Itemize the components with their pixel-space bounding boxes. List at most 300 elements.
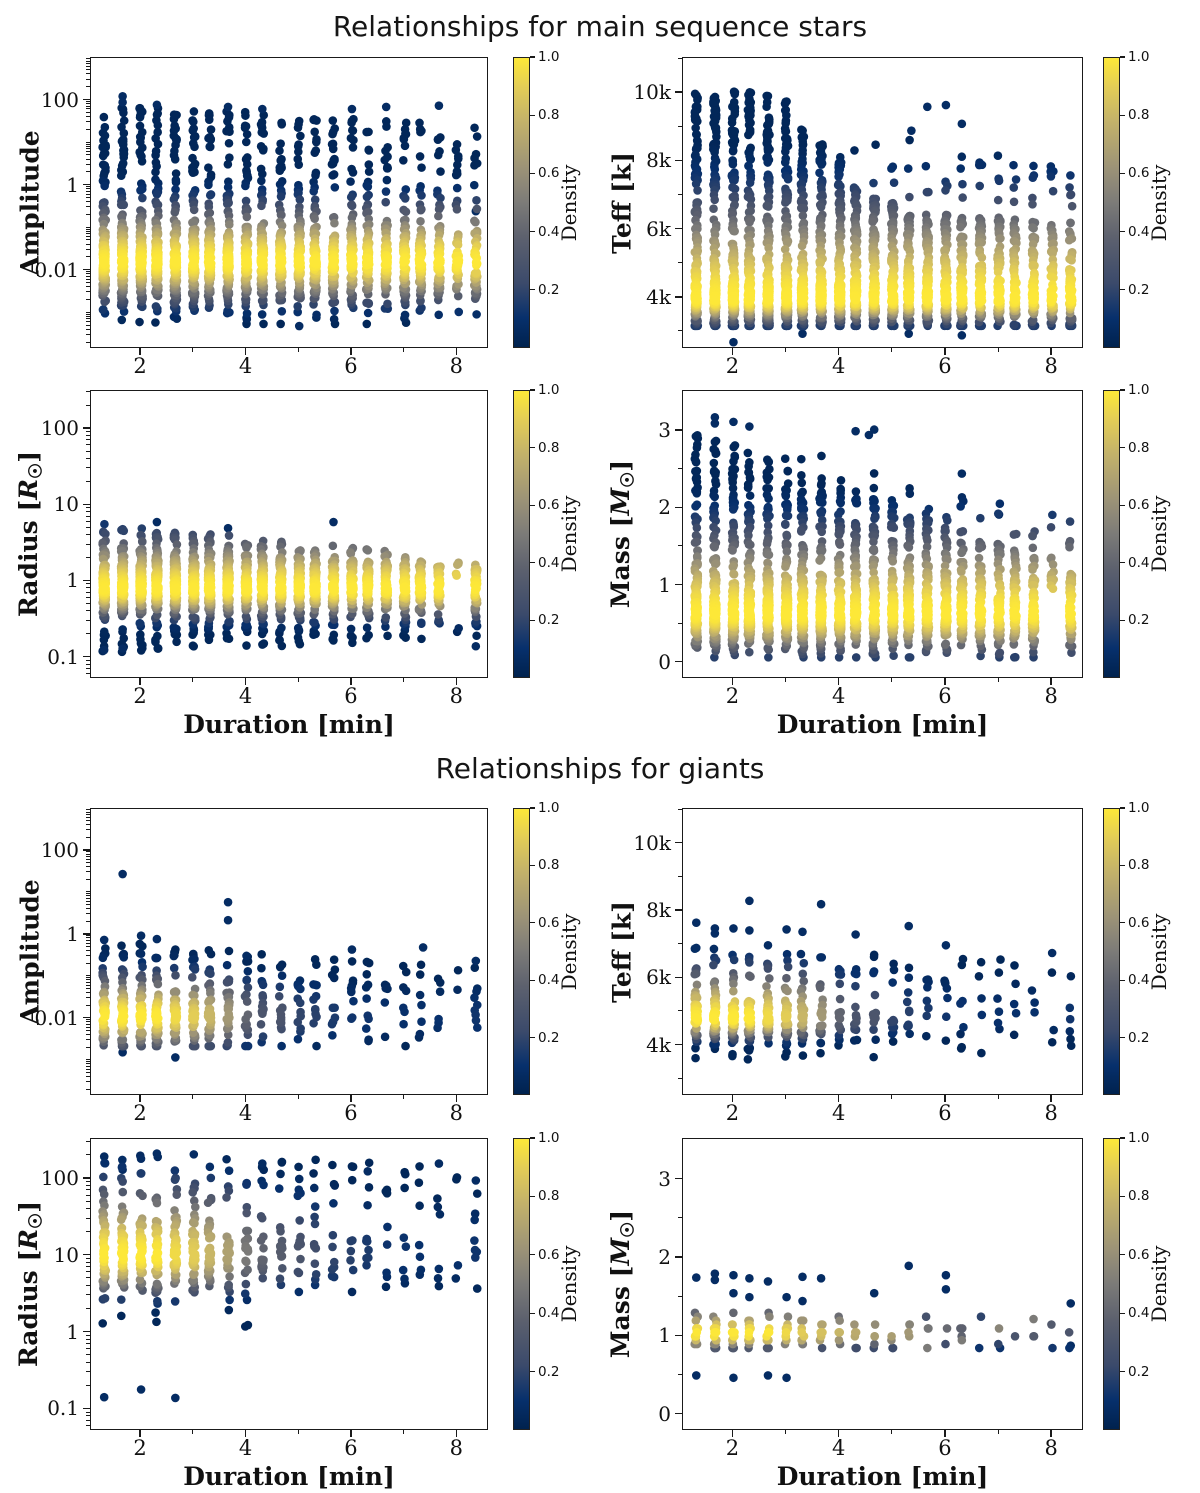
y-minortick-ms-amplitude bbox=[86, 273, 90, 274]
x-tick-label-ms-teff: 6 bbox=[938, 354, 952, 378]
y-tick-label-g-teff: 10k bbox=[633, 830, 671, 855]
y-minortick-ms-amplitude bbox=[86, 112, 90, 113]
y-minortick-ms-amplitude bbox=[86, 291, 90, 292]
x-axis-label-ms-radius: Duration [min] bbox=[183, 710, 395, 739]
y-tick-mark-g-teff bbox=[675, 909, 682, 910]
x-tick-label-g-radius: 8 bbox=[449, 1436, 464, 1460]
y-minortick-g-amplitude bbox=[86, 1076, 90, 1077]
y-minortick-ms-teff bbox=[678, 330, 682, 331]
y-minortick-g-amplitude bbox=[86, 814, 90, 815]
y-minortick-ms-amplitude bbox=[86, 325, 90, 326]
y-minortick-ms-amplitude bbox=[86, 61, 90, 62]
y-minortick-g-radius bbox=[86, 1271, 90, 1272]
colorbar-tick-label-g-mass: 0.4 bbox=[1128, 1305, 1150, 1322]
y-minortick-ms-mass bbox=[678, 545, 682, 546]
plot-area-ms-amplitude bbox=[90, 57, 488, 348]
y-tick-mark-g-mass bbox=[675, 1335, 682, 1336]
colorbar-tick-mark-g-mass bbox=[1120, 1371, 1125, 1372]
y-minortick-ms-teff bbox=[678, 262, 682, 263]
y-minortick-g-amplitude bbox=[86, 1063, 90, 1064]
colorbar-label-ms-amplitude: Density bbox=[557, 164, 581, 241]
y-minortick-ms-amplitude bbox=[86, 312, 90, 313]
y-minortick-ms-amplitude bbox=[86, 236, 90, 237]
x-minortick-g-teff bbox=[785, 1095, 786, 1099]
y-tick-mark-g-teff bbox=[675, 842, 682, 843]
x-minortick-ms-mass bbox=[891, 678, 892, 682]
x-minortick-ms-amplitude bbox=[192, 348, 193, 352]
y-minortick-ms-amplitude bbox=[86, 144, 90, 145]
colorbar-tick-mark-g-amplitude bbox=[530, 865, 535, 866]
y-minortick-g-radius bbox=[86, 1285, 90, 1286]
colorbar-tick-mark-g-radius bbox=[530, 1313, 535, 1314]
scatter-canvas-ms-mass bbox=[683, 391, 1084, 679]
y-tick-mark-ms-mass bbox=[675, 507, 682, 508]
x-tick-label-g-teff: 2 bbox=[725, 1101, 740, 1125]
y-minortick-ms-radius bbox=[86, 521, 90, 522]
y-minortick-g-radius bbox=[86, 1385, 90, 1386]
y-tick-label-ms-teff: 8k bbox=[646, 148, 671, 173]
x-tick-label-g-amplitude: 2 bbox=[133, 1101, 147, 1125]
y-minortick-ms-radius bbox=[86, 431, 90, 432]
colorbar-label-g-amplitude: Density bbox=[557, 913, 581, 990]
colorbar-ms-amplitude bbox=[513, 57, 530, 348]
y-axis-label-g-teff: Teff [k] bbox=[607, 900, 637, 1003]
y-minortick-ms-amplitude bbox=[86, 227, 90, 228]
y-minortick-ms-amplitude bbox=[86, 206, 90, 207]
y-minortick-g-radius bbox=[86, 1354, 90, 1355]
colorbar-tick-label-ms-radius: 0.4 bbox=[538, 554, 560, 571]
y-axis-label-ms-mass: Mass $[M_☉]$ bbox=[605, 459, 639, 609]
y-axis-label-ms-amplitude: Amplitude bbox=[15, 129, 45, 276]
y-minortick-ms-amplitude bbox=[86, 129, 90, 130]
y-minortick-ms-radius bbox=[86, 507, 90, 508]
colorbar-tick-label-g-teff: 0.2 bbox=[1128, 1029, 1150, 1046]
colorbar-tick-mark-g-radius bbox=[530, 1371, 535, 1372]
y-minortick-ms-amplitude bbox=[86, 282, 90, 283]
y-minortick-g-amplitude bbox=[86, 921, 90, 922]
colorbar-label-ms-teff: Density bbox=[1147, 164, 1171, 241]
y-tick-mark-ms-teff bbox=[675, 91, 682, 92]
y-tick-label-g-amplitude: 1 bbox=[66, 921, 79, 946]
x-minortick-g-amplitude bbox=[298, 1095, 299, 1099]
plot-area-ms-radius bbox=[90, 390, 488, 678]
y-minortick-g-amplitude bbox=[86, 1027, 90, 1028]
y-minortick-g-amplitude bbox=[86, 859, 90, 860]
colorbar-tick-label-g-amplitude: 0.4 bbox=[538, 972, 560, 989]
colorbar-tick-mark-g-amplitude bbox=[530, 1037, 535, 1038]
y-minortick-ms-amplitude bbox=[86, 121, 90, 122]
colorbar-tick-label-ms-teff: 0.6 bbox=[1128, 165, 1150, 182]
x-minortick-g-teff bbox=[891, 1095, 892, 1099]
y-minortick-g-amplitude bbox=[86, 955, 90, 956]
colorbar-tick-mark-g-mass bbox=[1120, 1313, 1125, 1314]
colorbar-tick-mark-g-mass bbox=[1120, 1196, 1125, 1197]
x-tick-label-g-amplitude: 4 bbox=[238, 1101, 253, 1125]
y-minortick-g-amplitude bbox=[86, 866, 90, 867]
y-minortick-ms-amplitude bbox=[86, 159, 90, 160]
y-tick-label-ms-mass: 1 bbox=[658, 572, 671, 597]
colorbar-g-mass bbox=[1103, 1138, 1120, 1430]
x-minortick-g-mass bbox=[998, 1430, 999, 1434]
y-tick-label-ms-teff: 4k bbox=[646, 284, 671, 309]
y-minortick-ms-radius bbox=[86, 664, 90, 665]
x-tick-label-ms-amplitude: 8 bbox=[449, 354, 464, 378]
y-minortick-g-teff bbox=[678, 1010, 682, 1011]
y-minortick-ms-radius bbox=[86, 557, 90, 558]
x-tick-label-g-mass: 8 bbox=[1044, 1436, 1058, 1460]
y-minortick-ms-amplitude bbox=[86, 299, 90, 300]
colorbar-tick-label-g-teff: 0.8 bbox=[1128, 857, 1150, 874]
colorbar-tick-label-ms-mass: 0.4 bbox=[1128, 554, 1150, 571]
y-minortick-g-radius bbox=[86, 1412, 90, 1413]
y-minortick-ms-radius bbox=[86, 534, 90, 535]
y-minortick-ms-amplitude bbox=[86, 69, 90, 70]
colorbar-tick-label-g-amplitude: 0.2 bbox=[538, 1029, 560, 1046]
y-minortick-g-amplitude bbox=[86, 893, 90, 894]
colorbar-tick-mark-g-radius bbox=[530, 1137, 535, 1138]
y-minortick-g-amplitude bbox=[86, 950, 90, 951]
y-minortick-g-amplitude bbox=[86, 963, 90, 964]
colorbar-tick-mark-ms-radius bbox=[530, 562, 535, 563]
colorbar-tick-label-g-mass: 1.0 bbox=[1128, 1130, 1150, 1146]
colorbar-label-g-mass: Density bbox=[1147, 1245, 1171, 1323]
y-minortick-ms-amplitude bbox=[86, 63, 90, 64]
y-minortick-g-mass bbox=[678, 1374, 682, 1375]
colorbar-tick-label-ms-mass: 0.6 bbox=[1128, 497, 1150, 514]
x-tick-label-g-teff: 4 bbox=[831, 1101, 846, 1125]
y-minortick-ms-amplitude bbox=[86, 233, 90, 234]
y-minortick-g-radius bbox=[86, 1371, 90, 1372]
y-minortick-ms-radius bbox=[86, 451, 90, 452]
x-tick-label-ms-amplitude: 6 bbox=[344, 354, 358, 378]
scatter-canvas-g-radius bbox=[91, 1139, 489, 1431]
y-minortick-g-radius bbox=[86, 1415, 90, 1416]
colorbar-tick-label-g-radius: 0.6 bbox=[538, 1246, 560, 1263]
y-minortick-g-radius bbox=[86, 1154, 90, 1155]
x-tick-label-g-amplitude: 8 bbox=[449, 1101, 464, 1125]
y-minortick-g-amplitude bbox=[86, 1030, 90, 1031]
plot-area-ms-teff bbox=[682, 57, 1083, 348]
colorbar-tick-label-g-mass: 0.6 bbox=[1128, 1246, 1150, 1263]
y-minortick-ms-radius bbox=[86, 673, 90, 674]
y-minortick-g-amplitude bbox=[86, 1081, 90, 1082]
y-minortick-ms-amplitude bbox=[86, 256, 90, 257]
colorbar-label-ms-radius: Density bbox=[557, 495, 581, 573]
colorbar-tick-label-ms-mass: 0.8 bbox=[1128, 439, 1150, 456]
colorbar-g-amplitude bbox=[513, 808, 530, 1095]
y-tick-label-ms-teff: 6k bbox=[646, 216, 671, 241]
y-minortick-g-teff bbox=[678, 876, 682, 877]
y-minortick-ms-radius bbox=[86, 444, 90, 445]
y-minortick-g-amplitude bbox=[86, 1005, 90, 1006]
y-minortick-ms-amplitude bbox=[86, 271, 90, 272]
y-minortick-ms-mass bbox=[678, 623, 682, 624]
colorbar-tick-mark-ms-mass bbox=[1120, 562, 1125, 563]
y-minortick-g-amplitude bbox=[86, 943, 90, 944]
y-minortick-g-amplitude bbox=[86, 1024, 90, 1025]
colorbar-tick-label-g-amplitude: 0.6 bbox=[538, 914, 560, 931]
y-minortick-g-amplitude bbox=[86, 1021, 90, 1022]
section-title-main-sequence: Relationships for main sequence stars bbox=[332, 10, 868, 43]
x-tick-label-ms-radius: 2 bbox=[133, 684, 147, 708]
x-minortick-ms-radius bbox=[403, 678, 404, 682]
y-minortick-ms-amplitude bbox=[86, 58, 90, 59]
y-minortick-g-amplitude bbox=[86, 1069, 90, 1070]
plot-area-ms-mass bbox=[682, 390, 1083, 678]
colorbar-tick-mark-ms-amplitude bbox=[530, 56, 535, 57]
y-tick-mark-g-teff bbox=[675, 1044, 682, 1045]
colorbar-tick-label-g-teff: 0.6 bbox=[1128, 914, 1150, 931]
y-minortick-g-teff bbox=[678, 809, 682, 810]
y-minortick-ms-radius bbox=[86, 610, 90, 611]
y-tick-label-ms-radius: 0.1 bbox=[47, 644, 79, 669]
section-title-giants: Relationships for giants bbox=[435, 752, 765, 785]
x-tick-label-ms-amplitude: 4 bbox=[238, 354, 253, 378]
colorbar-tick-label-ms-mass: 0.2 bbox=[1128, 612, 1150, 629]
y-minortick-g-teff bbox=[678, 943, 682, 944]
y-minortick-g-radius bbox=[86, 1308, 90, 1309]
y-tick-mark-ms-radius bbox=[83, 580, 90, 581]
colorbar-tick-mark-g-teff bbox=[1120, 1037, 1125, 1038]
y-minortick-g-radius bbox=[86, 1218, 90, 1219]
y-minortick-g-amplitude bbox=[86, 997, 90, 998]
x-tick-label-ms-radius: 4 bbox=[238, 684, 253, 708]
colorbar-tick-mark-ms-amplitude bbox=[530, 173, 535, 174]
y-tick-mark-ms-radius bbox=[83, 504, 90, 505]
y-tick-mark-ms-mass bbox=[675, 429, 682, 430]
y-minortick-ms-amplitude bbox=[86, 186, 90, 187]
y-tick-mark-g-radius bbox=[83, 1331, 90, 1332]
y-minortick-g-amplitude bbox=[86, 982, 90, 983]
y-minortick-g-amplitude bbox=[86, 824, 90, 825]
colorbar-ms-radius bbox=[513, 390, 530, 678]
y-minortick-g-radius bbox=[86, 1425, 90, 1426]
y-minortick-ms-amplitude bbox=[86, 101, 90, 102]
y-minortick-g-amplitude bbox=[86, 879, 90, 880]
colorbar-label-ms-mass: Density bbox=[1147, 495, 1171, 573]
y-tick-label-g-teff: 6k bbox=[646, 965, 671, 990]
colorbar-tick-mark-ms-teff bbox=[1120, 56, 1125, 57]
y-minortick-ms-radius bbox=[86, 620, 90, 621]
y-minortick-ms-amplitude bbox=[86, 188, 90, 189]
y-minortick-g-radius bbox=[86, 1258, 90, 1259]
y-minortick-g-amplitude bbox=[86, 1061, 90, 1062]
y-minortick-g-radius bbox=[86, 1343, 90, 1344]
y-minortick-ms-radius bbox=[86, 660, 90, 661]
y-minortick-ms-radius bbox=[86, 597, 90, 598]
scatter-canvas-g-mass bbox=[683, 1139, 1084, 1431]
y-minortick-ms-amplitude bbox=[86, 142, 90, 143]
x-minortick-ms-teff bbox=[785, 348, 786, 352]
y-minortick-ms-amplitude bbox=[86, 148, 90, 149]
y-tick-label-g-mass: 1 bbox=[658, 1323, 671, 1348]
y-minortick-ms-radius bbox=[86, 439, 90, 440]
y-minortick-g-amplitude bbox=[86, 856, 90, 857]
y-minortick-ms-amplitude bbox=[86, 171, 90, 172]
x-tick-label-g-mass: 6 bbox=[938, 1436, 952, 1460]
colorbar-tick-mark-g-amplitude bbox=[530, 922, 535, 923]
y-minortick-g-radius bbox=[86, 1362, 90, 1363]
colorbar-tick-mark-g-mass bbox=[1120, 1137, 1125, 1138]
scatter-canvas-ms-teff bbox=[683, 58, 1084, 349]
colorbar-tick-label-g-radius: 1.0 bbox=[538, 1130, 560, 1146]
y-minortick-g-amplitude bbox=[86, 837, 90, 838]
colorbar-tick-label-ms-amplitude: 0.2 bbox=[538, 281, 560, 298]
y-minortick-g-amplitude bbox=[86, 871, 90, 872]
y-minortick-ms-radius bbox=[86, 405, 90, 406]
colorbar-tick-label-ms-amplitude: 1.0 bbox=[538, 49, 560, 65]
y-tick-mark-g-mass bbox=[675, 1178, 682, 1179]
y-tick-label-ms-mass: 3 bbox=[658, 418, 671, 443]
y-minortick-g-amplitude bbox=[86, 809, 90, 810]
x-minortick-ms-teff bbox=[891, 348, 892, 352]
colorbar-tick-mark-g-radius bbox=[530, 1196, 535, 1197]
colorbar-tick-label-g-radius: 0.8 bbox=[538, 1188, 560, 1205]
x-tick-label-g-radius: 2 bbox=[133, 1436, 147, 1460]
colorbar-tick-mark-ms-radius bbox=[530, 620, 535, 621]
y-tick-label-g-mass: 3 bbox=[658, 1166, 671, 1191]
x-tick-label-g-radius: 4 bbox=[238, 1436, 253, 1460]
y-tick-label-g-amplitude: 100 bbox=[40, 837, 79, 862]
y-tick-mark-ms-radius bbox=[83, 656, 90, 657]
y-tick-mark-ms-mass bbox=[675, 584, 682, 585]
y-tick-mark-ms-teff bbox=[675, 160, 682, 161]
colorbar-tick-mark-ms-amplitude bbox=[530, 289, 535, 290]
colorbar-tick-label-ms-amplitude: 0.4 bbox=[538, 223, 560, 240]
y-minortick-g-mass bbox=[678, 1296, 682, 1297]
y-tick-label-g-amplitude: 0.01 bbox=[34, 1005, 79, 1030]
x-minortick-ms-amplitude bbox=[298, 348, 299, 352]
y-minortick-g-radius bbox=[86, 1181, 90, 1182]
y-minortick-g-amplitude bbox=[86, 946, 90, 947]
y-tick-label-ms-radius: 10 bbox=[53, 492, 79, 517]
colorbar-tick-mark-ms-mass bbox=[1120, 447, 1125, 448]
y-axis-label-ms-radius: Radius $[R_☉]$ bbox=[13, 450, 47, 618]
x-tick-label-g-mass: 2 bbox=[725, 1436, 740, 1460]
y-minortick-g-amplitude bbox=[86, 1047, 90, 1048]
y-minortick-ms-amplitude bbox=[86, 321, 90, 322]
y-tick-label-g-teff: 8k bbox=[646, 897, 671, 922]
y-minortick-ms-mass bbox=[678, 468, 682, 469]
y-axis-label-g-radius: Radius $[R_☉]$ bbox=[13, 1200, 47, 1368]
y-minortick-ms-amplitude bbox=[86, 231, 90, 232]
x-minortick-g-teff bbox=[998, 1095, 999, 1099]
scatter-canvas-ms-amplitude bbox=[91, 58, 489, 349]
y-minortick-g-amplitude bbox=[86, 937, 90, 938]
y-minortick-g-radius bbox=[86, 1335, 90, 1336]
y-minortick-ms-radius bbox=[86, 592, 90, 593]
y-minortick-ms-amplitude bbox=[86, 314, 90, 315]
y-minortick-g-amplitude bbox=[86, 913, 90, 914]
colorbar-ms-teff bbox=[1103, 57, 1120, 348]
y-minortick-ms-amplitude bbox=[86, 316, 90, 317]
y-minortick-ms-amplitude bbox=[86, 249, 90, 250]
y-minortick-ms-amplitude bbox=[86, 79, 90, 80]
y-minortick-ms-radius bbox=[86, 527, 90, 528]
x-tick-label-ms-mass: 4 bbox=[831, 684, 846, 708]
y-minortick-ms-radius bbox=[86, 583, 90, 584]
y-minortick-ms-teff bbox=[678, 194, 682, 195]
colorbar-tick-label-ms-mass: 1.0 bbox=[1128, 382, 1150, 398]
colorbar-tick-mark-ms-teff bbox=[1120, 173, 1125, 174]
y-minortick-g-amplitude bbox=[86, 862, 90, 863]
y-minortick-g-radius bbox=[86, 1141, 90, 1142]
y-minortick-ms-amplitude bbox=[86, 329, 90, 330]
y-minortick-ms-amplitude bbox=[86, 73, 90, 74]
y-minortick-g-amplitude bbox=[86, 977, 90, 978]
y-tick-label-g-radius: 10 bbox=[53, 1242, 79, 1267]
colorbar-ms-mass bbox=[1103, 390, 1120, 678]
y-minortick-g-amplitude bbox=[86, 1059, 90, 1060]
y-minortick-ms-amplitude bbox=[86, 286, 90, 287]
y-minortick-g-amplitude bbox=[86, 992, 90, 993]
y-tick-mark-g-radius bbox=[83, 1408, 90, 1409]
y-minortick-g-radius bbox=[86, 1231, 90, 1232]
colorbar-tick-label-ms-radius: 0.2 bbox=[538, 612, 560, 629]
colorbar-tick-mark-g-amplitude bbox=[530, 807, 535, 808]
y-minortick-g-amplitude bbox=[86, 935, 90, 936]
y-minortick-ms-radius bbox=[86, 544, 90, 545]
x-minortick-g-amplitude bbox=[403, 1095, 404, 1099]
y-minortick-g-radius bbox=[86, 1201, 90, 1202]
y-minortick-g-amplitude bbox=[86, 854, 90, 855]
colorbar-tick-mark-g-mass bbox=[1120, 1254, 1125, 1255]
colorbar-tick-label-ms-radius: 1.0 bbox=[538, 382, 560, 398]
x-minortick-g-amplitude bbox=[192, 1095, 193, 1099]
colorbar-tick-mark-ms-radius bbox=[530, 389, 535, 390]
y-minortick-g-amplitude bbox=[86, 904, 90, 905]
y-minortick-g-radius bbox=[86, 1195, 90, 1196]
y-minortick-g-amplitude bbox=[86, 908, 90, 909]
plot-area-g-radius bbox=[90, 1138, 488, 1430]
y-minortick-ms-amplitude bbox=[86, 191, 90, 192]
y-minortick-ms-amplitude bbox=[86, 239, 90, 240]
y-minortick-g-amplitude bbox=[86, 812, 90, 813]
y-minortick-g-amplitude bbox=[86, 940, 90, 941]
y-minortick-g-amplitude bbox=[86, 895, 90, 896]
x-minortick-g-mass bbox=[785, 1430, 786, 1434]
y-tick-mark-g-radius bbox=[83, 1177, 90, 1178]
x-tick-label-ms-radius: 6 bbox=[344, 684, 358, 708]
x-tick-label-ms-mass: 2 bbox=[725, 684, 740, 708]
colorbar-label-g-teff: Density bbox=[1147, 913, 1171, 990]
y-minortick-g-radius bbox=[86, 1277, 90, 1278]
y-minortick-ms-amplitude bbox=[86, 342, 90, 343]
y-tick-label-ms-mass: 0 bbox=[658, 649, 671, 674]
y-minortick-g-amplitude bbox=[86, 975, 90, 976]
y-minortick-ms-amplitude bbox=[86, 108, 90, 109]
y-minortick-g-amplitude bbox=[86, 851, 90, 852]
y-minortick-ms-amplitude bbox=[86, 229, 90, 230]
colorbar-tick-mark-g-teff bbox=[1120, 807, 1125, 808]
y-tick-mark-g-mass bbox=[675, 1413, 682, 1414]
y-minortick-ms-amplitude bbox=[86, 194, 90, 195]
x-minortick-g-radius bbox=[192, 1430, 193, 1434]
scatter-canvas-g-amplitude bbox=[91, 809, 489, 1096]
y-minortick-ms-radius bbox=[86, 511, 90, 512]
y-minortick-ms-amplitude bbox=[86, 279, 90, 280]
colorbar-tick-mark-ms-radius bbox=[530, 447, 535, 448]
y-minortick-ms-radius bbox=[86, 435, 90, 436]
y-minortick-g-amplitude bbox=[86, 1072, 90, 1073]
colorbar-tick-label-ms-amplitude: 0.6 bbox=[538, 165, 560, 182]
y-minortick-ms-amplitude bbox=[86, 146, 90, 147]
y-minortick-ms-radius bbox=[86, 481, 90, 482]
colorbar-tick-label-g-radius: 0.4 bbox=[538, 1305, 560, 1322]
y-minortick-g-radius bbox=[86, 1294, 90, 1295]
y-minortick-ms-amplitude bbox=[86, 86, 90, 87]
y-minortick-g-radius bbox=[86, 1262, 90, 1263]
